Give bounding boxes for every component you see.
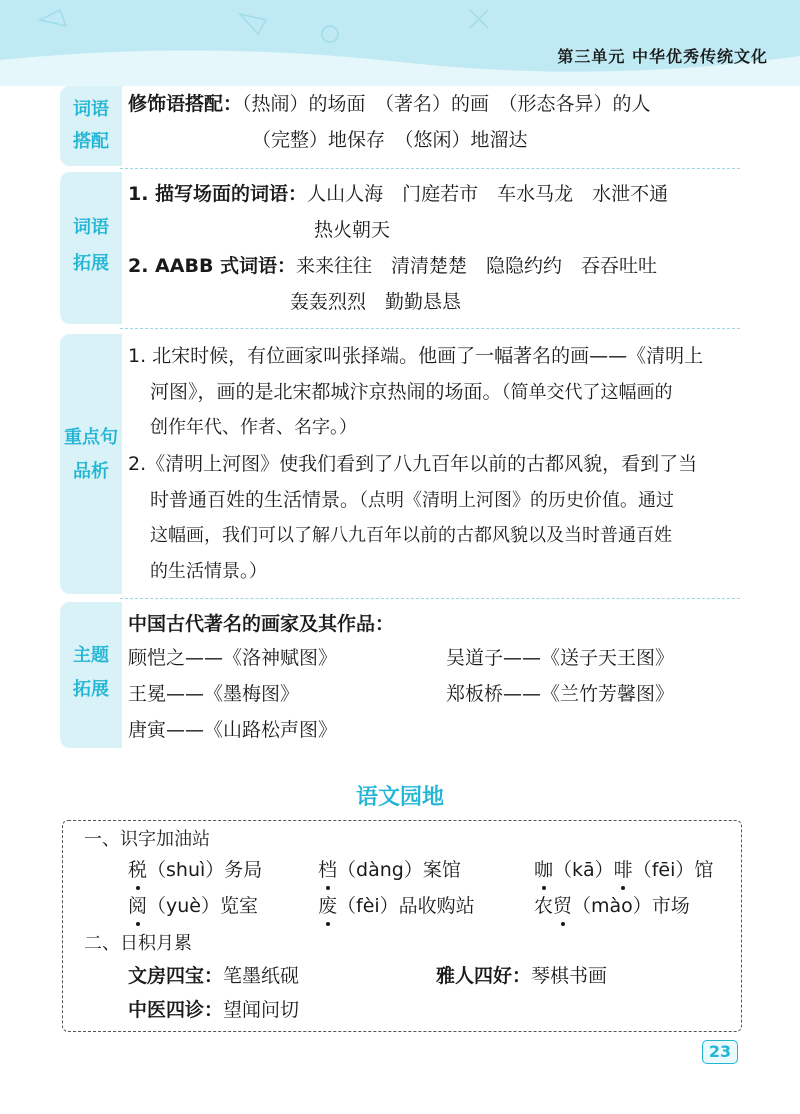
section-label-line2: 拓展 xyxy=(73,679,109,700)
section-label-zhongdianju xyxy=(60,334,122,594)
divider xyxy=(120,598,740,599)
section-label-ciyu-dapei xyxy=(60,86,122,166)
zhongyi-lead: 中医四诊： xyxy=(128,999,224,1021)
scene-words-cont: 热火朝天 xyxy=(314,219,391,241)
aabb-words-lead: 2. AABB 式词语： xyxy=(128,255,297,277)
yaren-sihao xyxy=(436,962,607,990)
entry-dotted-char: 税 xyxy=(128,856,147,884)
garden-part2-title: 二、日积月累 xyxy=(84,933,192,954)
entry-rest: （shuì）务局 xyxy=(147,859,263,881)
key-sentence-1-line3: 创作年代、作者、名字。） xyxy=(150,417,357,438)
key-sentence-1-line2 xyxy=(150,378,673,407)
entry-dotted-char: 咖 xyxy=(534,856,553,884)
zhongyi-text: 望闻问切 xyxy=(223,999,300,1021)
entry-dotted-char: 档 xyxy=(318,856,337,884)
zhongyi-sizhen xyxy=(128,996,299,1024)
aabb-words-list: 来来往往 清清楚楚 隐隐约约 吞吞吐吐 xyxy=(296,255,658,277)
entry-rest: （yuè）览室 xyxy=(147,895,258,917)
entry-rest: （fèi）品收购站 xyxy=(337,895,475,917)
section-label-line2: 品析 xyxy=(73,461,109,482)
scene-words-list: 人山人海 门庭若市 车水马龙 水泄不通 xyxy=(307,183,669,205)
garden-part1-title: 一、识字加油站 xyxy=(84,829,210,850)
wenfang-text: 笔墨纸砚 xyxy=(223,965,300,987)
section-label-ciyu-tuozhan xyxy=(60,172,122,324)
section-label-line1: 词语 xyxy=(73,217,109,238)
painters-heading: 中国古代著名的画家及其作品： xyxy=(128,613,395,635)
key-sentence-1-text: 河图》，画的是北宋都城汴京热闹的场面。 xyxy=(150,381,502,403)
painter-work: 王冕——《墨梅图》 xyxy=(128,683,300,705)
key-sentence-2-line4: 的生活情景。） xyxy=(150,561,267,582)
key-sentence-1-note: （简单交代了这幅画的 xyxy=(501,382,673,403)
yaren-text: 琴棋书画 xyxy=(531,965,608,987)
literacy-entry xyxy=(318,856,461,884)
literacy-entry xyxy=(534,856,713,884)
entry-rest: （kā） xyxy=(553,859,614,881)
painter-work: 顾恺之——《洛神赋图》 xyxy=(128,647,338,669)
modifier-line1: （热闹）的场面 （著名）的画 （形态各异）的人 xyxy=(242,93,651,115)
wenfang-sibao xyxy=(128,962,299,990)
modifier-line2: （完整）地保存 （悠闲）地溜达 xyxy=(252,129,528,151)
page-number: 23 xyxy=(702,1040,738,1064)
unit-title: 第三单元 中华优秀传统文化 xyxy=(557,47,768,66)
divider xyxy=(120,168,740,169)
modifier-collocation xyxy=(128,90,651,118)
painter-work: 吴道子——《送子天王图》 xyxy=(446,647,675,669)
section-label-line2: 拓展 xyxy=(73,253,109,274)
entry-dotted-char: 阅 xyxy=(128,892,147,920)
key-sentence-2-line1: 2.《清明上河图》使我们看到了八九百年以前的古都风貌，看到了当 xyxy=(128,453,698,475)
key-sentence-2-line2 xyxy=(150,486,674,515)
garden-title: 语文园地 xyxy=(355,785,444,810)
aabb-words xyxy=(128,252,657,280)
header-decoration xyxy=(0,0,800,86)
divider xyxy=(120,328,740,329)
painter-work: 唐寅——《山路松声图》 xyxy=(128,719,338,741)
section-label-line2: 搭配 xyxy=(73,131,109,152)
literacy-entry xyxy=(128,856,262,884)
key-sentence-2-line3: 这幅画，我们可以了解八九百年以前的古都风貌以及当时普通百姓 xyxy=(150,525,672,546)
painter-work: 郑板桥——《兰竹芳馨图》 xyxy=(446,683,675,705)
literacy-entry xyxy=(128,892,258,920)
scene-words xyxy=(128,180,668,208)
section-label-zhuti-tuozhan xyxy=(60,602,122,748)
scene-words-lead: 1. 描写场面的词语： xyxy=(128,183,308,205)
section-label-line1: 重点句 xyxy=(64,427,118,448)
aabb-words-cont: 轰轰烈烈 勤勤恳恳 xyxy=(290,291,462,313)
section-label-line1: 主题 xyxy=(73,645,109,666)
entry-dotted-char: 贸 xyxy=(553,892,572,920)
entry-rest: （dàng）案馆 xyxy=(337,859,461,881)
page-header xyxy=(0,0,800,86)
key-sentence-1-line1: 1. 北宋时候，有位画家叫张择端。他画了一幅著名的画——《清明上 xyxy=(128,345,704,367)
modifier-lead: 修饰语搭配： xyxy=(128,93,243,115)
wenfang-lead: 文房四宝： xyxy=(128,965,224,987)
entry-rest: （mào）市场 xyxy=(572,895,690,917)
section-label-line1: 词语 xyxy=(73,99,109,120)
entry-rest: （fēi）馆 xyxy=(632,859,714,881)
yaren-lead: 雅人四好： xyxy=(436,965,532,987)
key-sentence-2-note: （点明《清明上河图》的历史价值。通过 xyxy=(359,490,675,511)
entry-dotted-char: 啡 xyxy=(614,856,633,884)
literacy-entry xyxy=(534,892,690,920)
entry-prefix: 农 xyxy=(534,895,554,917)
literacy-entry xyxy=(318,892,475,920)
key-sentence-2-text: 时普通百姓的生活情景。 xyxy=(150,489,360,511)
entry-dotted-char: 废 xyxy=(318,892,337,920)
